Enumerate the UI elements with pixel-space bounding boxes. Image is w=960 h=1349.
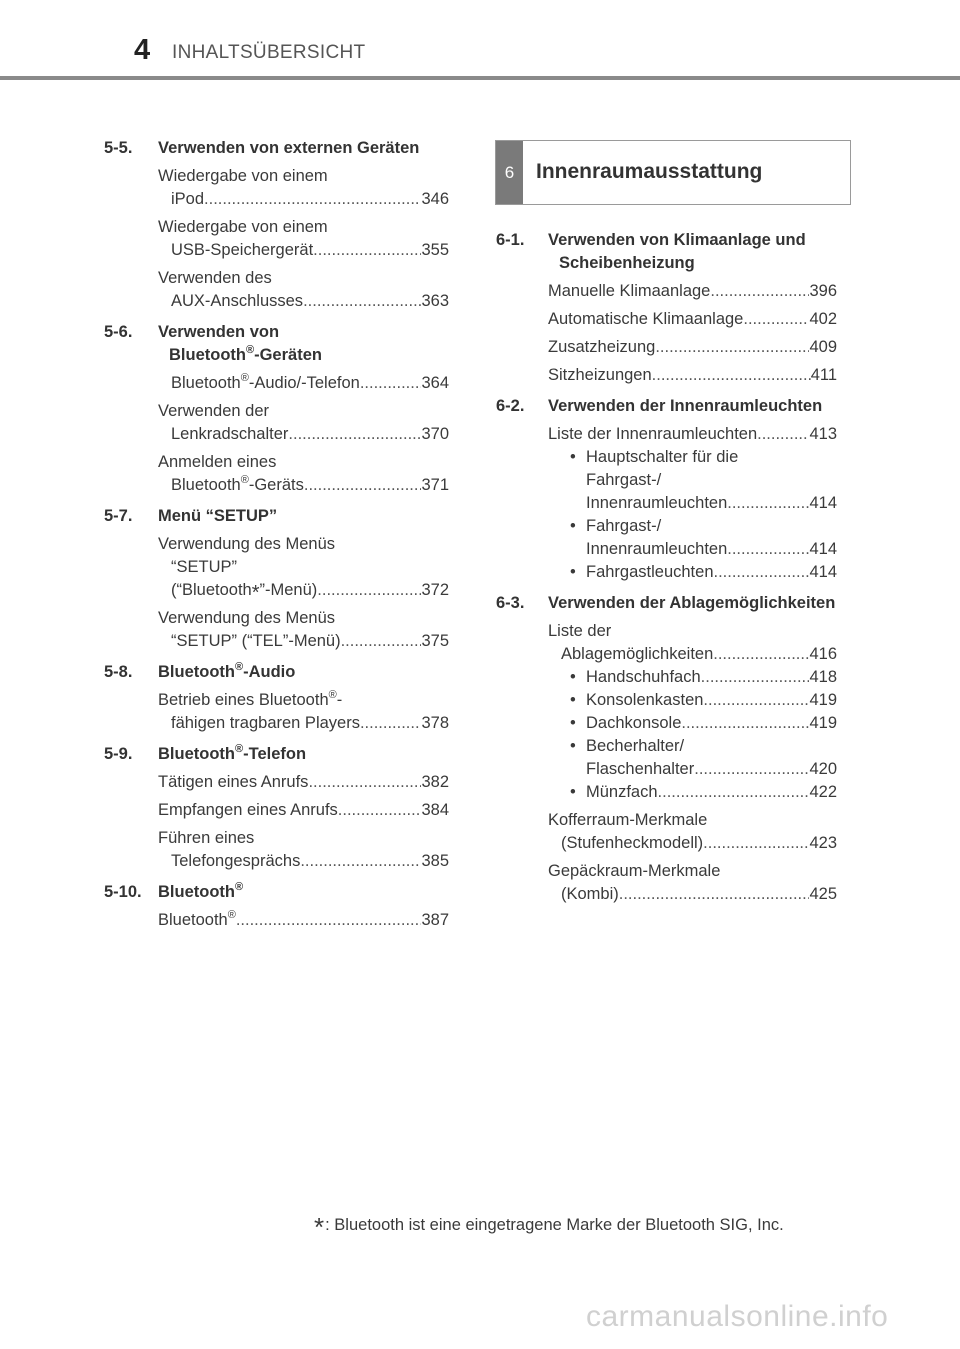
footnote-star: *	[314, 1212, 325, 1242]
bullet-icon: •	[570, 783, 576, 801]
toc-entry[interactable]: Manuelle Klimaanlage ..... 396	[548, 280, 837, 303]
bullet-icon: •	[570, 714, 576, 732]
footnote-text: : Bluetooth ist eine eingetragene Marke der Bluetooth SIG, Inc.	[325, 1216, 784, 1234]
toc-section-5-5: 5-5. Verwenden von externen Geräten	[104, 139, 420, 157]
toc-bullet-entry[interactable]: • Handschuhfach ..... 418	[562, 666, 837, 689]
chapter-tab: 6	[496, 141, 523, 204]
toc-bullet-entry[interactable]: • Konsolenkasten ..... 419	[562, 689, 837, 712]
toc-entry[interactable]: Sitzheizungen ..... 411	[548, 364, 837, 387]
toc-bullet-entry[interactable]: • Fahrgastleuchten ..... 414	[562, 561, 837, 584]
toc-entry[interactable]: Liste der Ablagemöglichkeiten ..... 416	[548, 620, 837, 666]
toc-entry[interactable]: Wiedergabe von einem iPod ..... 346	[158, 165, 449, 211]
toc-section-6-2: 6-2. Verwenden der Innenraumleuchten	[496, 397, 823, 415]
page-number: 4	[134, 34, 151, 66]
toc-entry[interactable]: Empfangen eines Anrufs ..... 384	[158, 799, 449, 822]
header-title: INHALTSÜBERSICHT	[172, 42, 366, 63]
toc-section-5-8: 5-8. Bluetooth®-Audio	[104, 660, 296, 681]
bullet-icon: •	[570, 737, 576, 755]
toc-entry[interactable]: Führen eines Telefongesprächs ..... 385	[158, 827, 449, 873]
bullet-icon: •	[570, 563, 576, 581]
toc-entry[interactable]: Anmelden eines Bluetooth®-Geräts ..... 371	[158, 451, 449, 497]
watermark: carmanualsonline.info	[586, 1300, 889, 1333]
header-rule	[0, 76, 960, 80]
toc-entry[interactable]: Automatische Klimaanlage ..... 402	[548, 308, 837, 331]
toc-entry[interactable]: Verwendung des Menüs “SETUP” (“Bluetooth*”-Menü) ..... 372	[158, 533, 449, 602]
toc-entry[interactable]: Liste der Innenraumleuchten ..... 413	[548, 423, 837, 446]
toc-entry[interactable]: Zusatzheizung ..... 409	[548, 336, 837, 359]
bullet-icon: •	[570, 668, 576, 686]
toc-bullet-entry[interactable]: • Dachkonsole ..... 419	[562, 712, 837, 735]
toc-entry[interactable]: Kofferraum-Merkmale (Stufenheckmodell) ..... 423	[548, 809, 837, 855]
toc-entry[interactable]: Betrieb eines Bluetooth®- fähigen tragbaren Players ..... 378	[158, 689, 449, 735]
toc-section-6-3: 6-3. Verwenden der Ablagemöglichkeiten	[496, 594, 836, 612]
chapter-title: Innenraumausstattung	[536, 160, 763, 183]
toc-entry[interactable]: Bluetooth®-Audio/-Telefon ..... 364	[158, 372, 449, 395]
toc-entry[interactable]: Verwendung des Menüs “SETUP” (“TEL”-Menü) ..... 375	[158, 607, 449, 653]
toc-section-6-1: 6-1. Verwenden von Klimaanlage und Scheibenheizung	[496, 231, 806, 272]
toc-section-5-7: 5-7. Menü “SETUP”	[104, 507, 278, 525]
toc-entry[interactable]: Verwenden des AUX-Anschlusses ..... 363	[158, 267, 449, 313]
toc-entry[interactable]: Gepäckraum-Merkmale (Kombi) ..... 425	[548, 860, 837, 906]
toc-entry[interactable]: Verwenden der Lenkradschalter ..... 370	[158, 400, 449, 446]
toc-entry[interactable]: Tätigen eines Anrufs ..... 382	[158, 771, 449, 794]
toc-bullet-entry[interactable]: • Becherhalter/ Flaschenhalter ..... 420	[562, 735, 837, 781]
bullet-icon: •	[570, 448, 576, 466]
toc-section-5-9: 5-9. Bluetooth®-Telefon	[104, 742, 307, 763]
toc-bullet-entry[interactable]: • Fahrgast-/ Innenraumleuchten ..... 414	[562, 515, 837, 561]
toc-section-5-10: 5-10. Bluetooth®	[104, 880, 244, 901]
toc-section-5-6: 5-6. Verwenden von Bluetooth®-Geräten	[104, 323, 322, 364]
toc-entry[interactable]: Bluetooth® ..... 387	[158, 909, 449, 932]
footnote	[314, 1206, 784, 1242]
toc-entry[interactable]: Wiedergabe von einem USB-Speichergerät ..... 355	[158, 216, 449, 262]
bullet-icon: •	[570, 691, 576, 709]
toc-bullet-entry[interactable]: • Hauptschalter für die Fahrgast-/ Innenraumleuchten ..... 414	[562, 446, 837, 515]
toc-left-column	[104, 137, 449, 932]
toc-right-column	[496, 229, 837, 906]
toc-bullet-entry[interactable]: • Münzfach ..... 422	[562, 781, 837, 804]
chapter-box	[495, 140, 851, 205]
bullet-icon: •	[570, 517, 576, 535]
page-header	[0, 0, 960, 80]
